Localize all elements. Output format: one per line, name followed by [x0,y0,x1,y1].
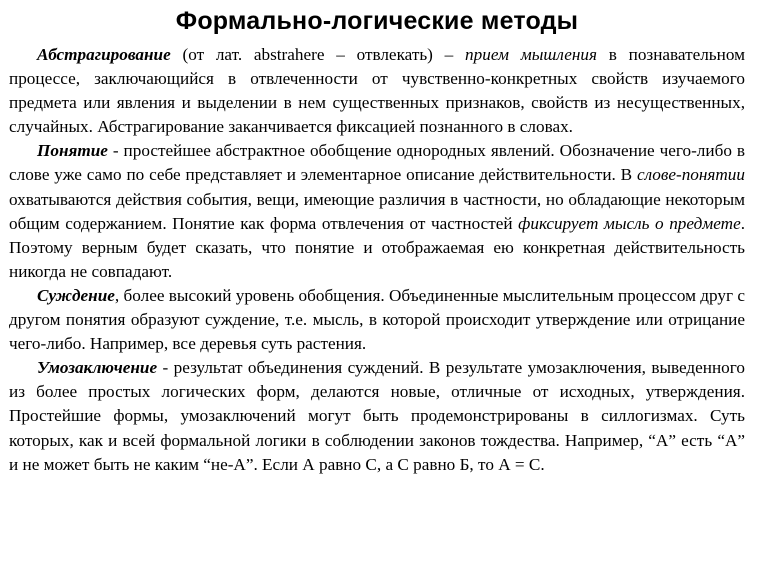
paragraph-judgement [9,284,745,356]
slide-title: Формально-логические методы [175,7,579,35]
text-segment: . Поэтому верным будет сказать, что понятие и отображаемая ею конкретная действительность никогда не совпадают. [9,213,746,281]
paragraph-concept [9,139,745,284]
emphasis-fixes-thought: фиксирует мысль о предмете [518,213,741,233]
term-inference: Умозаключение [37,358,158,378]
term-concept: Понятие [37,141,108,161]
term-abstraction: Абстрагирование [37,45,171,64]
text-segment: - простейшее абстрактное обобщение однородных явлений. Обозначение чего-либо в слове уже само по себе представляет и элементарное описание действительности. В [9,141,745,185]
text-segment: в познавательном процессе, заключающийся в отвлеченности от чувственно-конкретных свойств изучаемого предмета или явления и выделении в нем существенных признаков, свойств из несущественных, случайных. Абстрагирование заканчивается фиксацией познанного в словах. [9,45,745,137]
paragraph-abstraction [9,43,745,139]
term-judgement: Суждение [37,285,115,305]
emphasis-thinking-method: прием мышления [465,45,597,64]
paragraph-inference [9,356,745,476]
text-segment: , более высокий уровень обобщения. Объединенные мыслительным процессом друг с другом понятия образуют суждение, т.е. мысль, в которой происходит утверждение или отрицание чего-либо. Например, все деревья суть растения. [9,285,745,354]
text-segment: (от лат. abstrahere – отвлекать) – [170,45,466,64]
emphasis-word-concept: слове-понятии [636,165,745,185]
text-segment: - результат объединения суждений. В результате умозаключения, выведенного из более простых логических форм, делаются новые, отличные от исходных, утверждения. Простейшие формы, умозаключений могут быть продемонстрированы в силлогизмах. Суть которых, как и всей формальной логики в соблюдении законов тождества. Например, “А” есть “А” и не может быть не каким “не-А”. Если А равно С, а С равно Б, то А = С. [9,358,745,474]
text-segment: охватываются действия события, вещи, имеющие различия в частности, но обладающие некоторым общим содержанием. Понятие как форма отвлечения от частностей [9,189,745,233]
